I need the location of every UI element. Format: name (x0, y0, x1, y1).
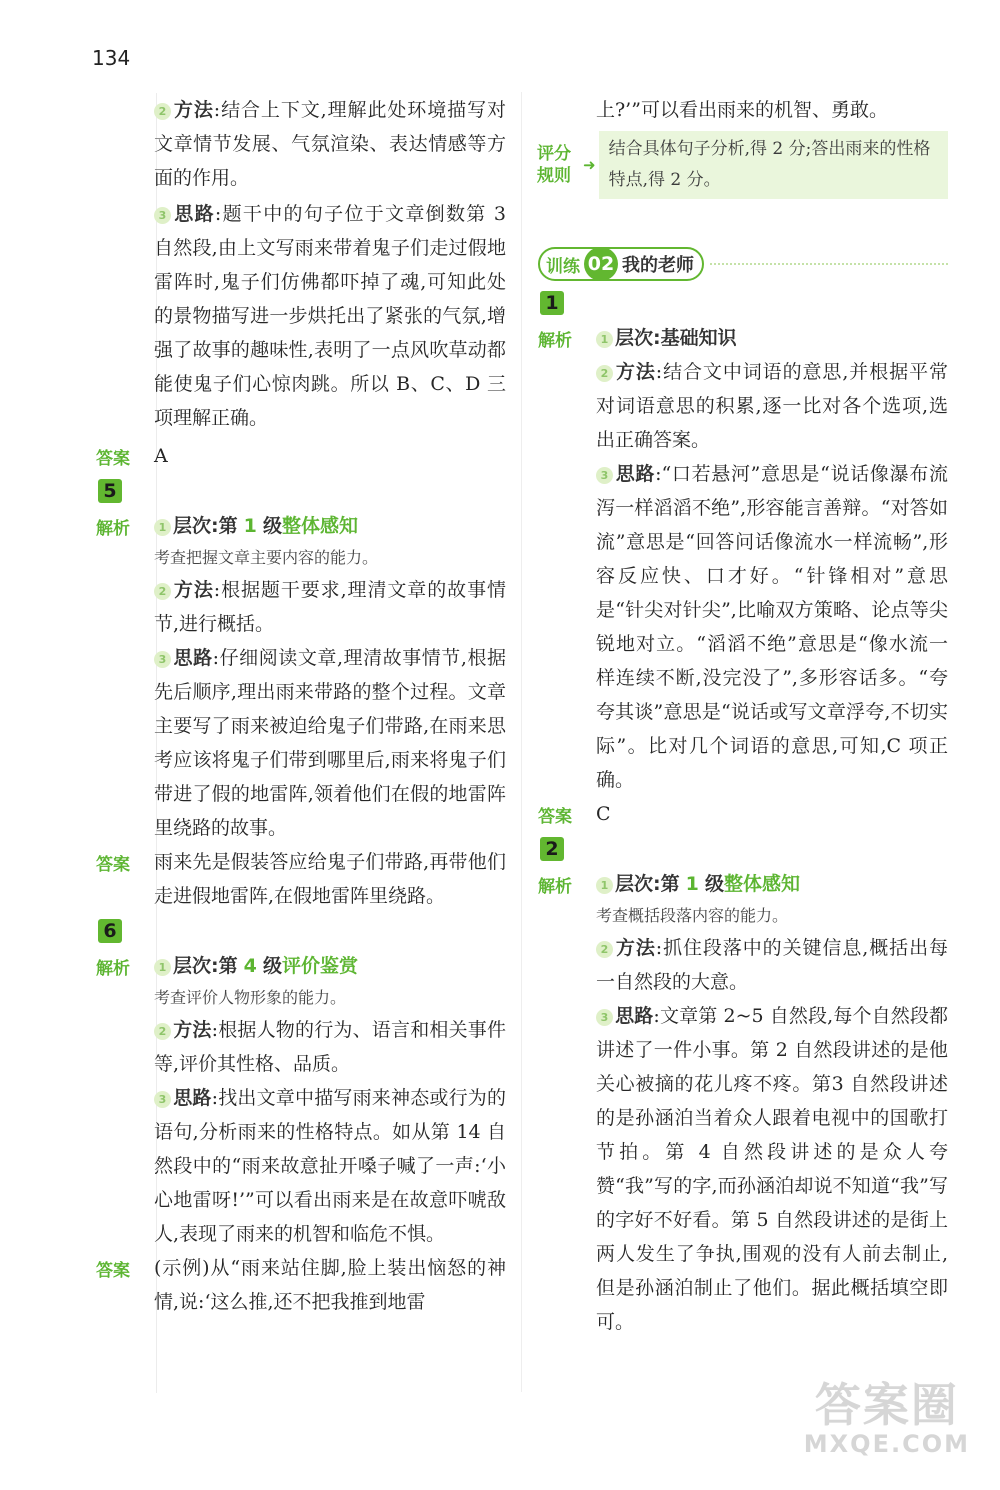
step-badge-icon: 2 (596, 365, 613, 382)
q1-level: 1 层次:基础知识 (596, 321, 948, 355)
dotted-rule (710, 263, 948, 265)
training-label: 训练 (546, 256, 580, 277)
step-badge-icon: 1 (154, 519, 171, 536)
step-badge-icon: 1 (596, 877, 613, 894)
question-number: 2 (540, 837, 564, 861)
q2-level: 1 层次:第 1 级整体感知 (596, 867, 948, 901)
arrow-right-icon: ➜ (583, 156, 596, 174)
q2-level-desc: 考查概括段落内容的能力。 (596, 906, 789, 925)
step-badge-icon: 1 (596, 331, 613, 348)
q2-idea: 3 思路:文章第 2~5 自然段,每个自然段都讲述了一件小事。第 2 自然段讲述的是他关心被摘的花儿疼不疼。第3 自然段讲述的是孙涵泊当着众人跟着电视中的国歌打节拍。第 4 自然段讲述的是众人夸赞“我”写的字,而孙涵泊却说不知道“我”写的字好不好看。第 5 自然段讲述的是街上两人发生了争执,围观的没有人前去制止,但是孙涵泊制止了他们。据此概括填空即可。 (596, 1005, 948, 1333)
question-6 (96, 913, 506, 1319)
q5-level: 1 层次:第 1 级整体感知 (154, 509, 506, 543)
step-badge-icon: 3 (154, 1091, 171, 1108)
q6-answer-continued: 上?’”可以看出雨来的机智、勇敢。 (596, 99, 888, 121)
page-number: 134 (92, 46, 131, 70)
scoring-rules (528, 131, 948, 199)
step-badge-icon: 3 (154, 651, 171, 668)
q1-answer: 答案 C (538, 797, 948, 831)
q6-level-desc: 考查评价人物形象的能力。 (154, 988, 347, 1007)
step-badge-icon: 2 (596, 941, 613, 958)
q5-idea: 3 思路:仔细阅读文章,理清故事情节,根据先后顺序,理出雨来带路的整个过程。文章主要写了雨来被迫给鬼子们带路,在雨来思考应该将鬼子们带到哪里后,雨来将鬼子们带进了假的地雷阵,领着他们在假的地雷阵里绕路的故事。 (154, 647, 506, 839)
answer-tag: 答案 (96, 449, 130, 469)
q5-level-desc: 考查把握文章主要内容的能力。 (154, 548, 379, 567)
column-divider (521, 92, 522, 1392)
q4-continued (96, 93, 506, 435)
q4-answer: 答案 A (96, 439, 506, 473)
training-number: 02 (584, 247, 618, 281)
step-badge-icon: 2 (154, 103, 171, 120)
step-badge-icon: 2 (154, 583, 171, 600)
step-badge-icon: 3 (154, 207, 171, 224)
scoring-text: 结合具体句子分析,得 2 分;答出雨来的性格特点,得 2 分。 (599, 131, 948, 199)
scoring-label: 评分 规则 (537, 144, 571, 186)
step-badge-icon: 3 (596, 1009, 613, 1026)
q6-level: 1 层次:第 4 级评价鉴赏 (154, 949, 506, 983)
training-title: 我的老师 (622, 255, 694, 276)
training-header (538, 247, 948, 281)
q1-idea: 3 思路:“口若悬河”意思是“说话像瀑布流泻一样滔滔不绝”,形容能言善辩。“对答如流”意思是“回答问话像流水一样流畅”,形容反应快、口才好。“针锋相对”意思是“针尖对针尖”,比喻双方策略、论点等尖锐地对立。“滔滔不绝”意思是“像水流一样连续不断,没完没了”,多形容话多。“夸夸其谈”意思是“说话或写文章浮夸,不切实际”。比对几个词语的意思,可知,C 项正确。 (596, 463, 948, 791)
question-number: 1 (540, 291, 564, 315)
left-column (96, 93, 506, 1319)
analysis-tag: 解析 (96, 519, 130, 539)
q5-answer: 答案 雨来先是假装答应给鬼子们带路,再带他们走进假地雷阵,在假地雷阵里绕路。 (96, 845, 506, 913)
right-column (538, 93, 948, 1339)
question-2 (538, 831, 948, 1339)
question-1 (538, 285, 948, 831)
q6-answer: 答案 (示例)从“雨来站住脚,脸上装出恼怒的神情,说:‘这么推,还不把我推到地雷 (96, 1251, 506, 1319)
q6-idea: 3 思路:找出文章中描写雨来神态或行为的语句,分析雨来的性格特点。如从第 14 自然段中的“雨来故意扯开嗓子喊了一声:‘小心地雷呀!’”可以看出雨来是在故意吓唬敌人,表现了雨来的机智和临危不惧。 (154, 1087, 506, 1245)
answer-tag: 答案 (96, 1261, 130, 1281)
q2-method: 2 方法:抓住段落中的关键信息,概括出每一自然段的大意。 (596, 937, 948, 993)
q1-method: 2 方法:结合文中词语的意思,并根据平常对词语意思的积累,逐一比对各个选项,选出正确答案。 (596, 361, 948, 451)
q4-method: 2 方法:结合上下文,理解此处环境描写对文章情节发展、气氛渲染、表达情感等方面的作用。 (154, 99, 506, 189)
step-badge-icon: 3 (596, 467, 613, 484)
step-badge-icon: 1 (154, 959, 171, 976)
step-badge-icon: 2 (154, 1023, 171, 1040)
answer-tag: 答案 (96, 855, 130, 875)
answer-tag: 答案 (538, 807, 572, 827)
question-number: 5 (98, 479, 122, 503)
question-5 (96, 473, 506, 913)
q5-method: 2 方法:根据题干要求,理清文章的故事情节,进行概括。 (154, 579, 506, 635)
watermark-logo: 答案圈 MXQE.COM (803, 1378, 970, 1458)
question-number: 6 (98, 919, 122, 943)
analysis-tag: 解析 (96, 959, 130, 979)
analysis-tag: 解析 (538, 877, 572, 897)
q6-method: 2 方法:根据人物的行为、语言和相关事件等,评价其性格、品质。 (154, 1019, 506, 1075)
q4-idea: 3 思路:题干中的句子位于文章倒数第 3 自然段,由上文写雨来带着鬼子们走过假地雷阵时,鬼子们仿佛都吓掉了魂,可知此处的景物描写进一步烘托出了紧张的气氛,增强了故事的趣味性,表明了一点风吹草动都能使鬼子们心惊肉跳。所以 B、C、D 三项理解正确。 (154, 203, 506, 429)
analysis-tag: 解析 (538, 331, 572, 351)
